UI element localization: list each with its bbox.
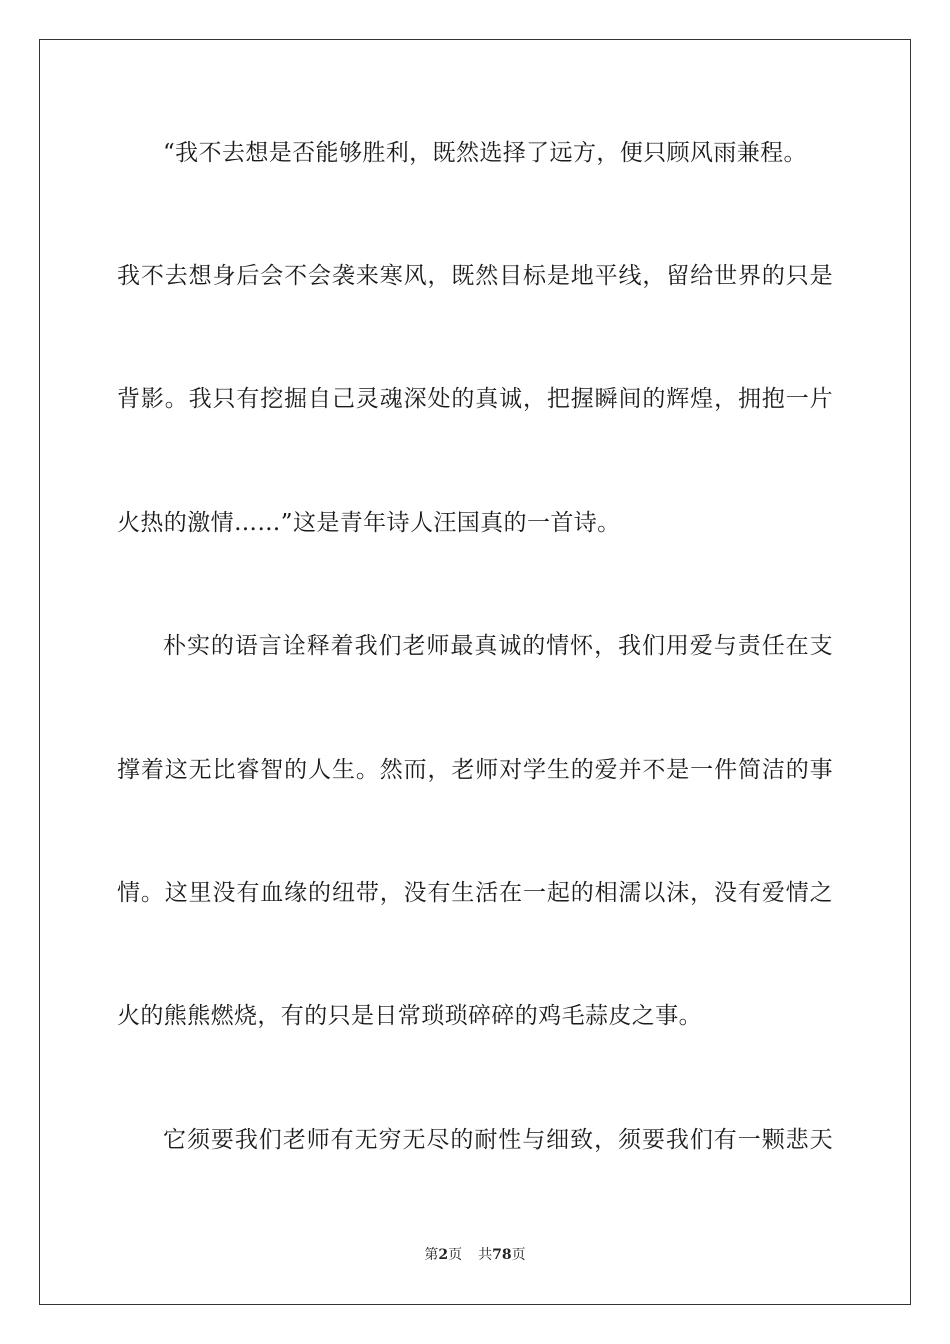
page-border	[39, 39, 911, 1305]
page-current: 2	[438, 1247, 449, 1263]
total-prefix: 共	[478, 1247, 493, 1263]
text-line-7: 情。这里没有血缘的纽带，没有生活在一起的相濡以沫，没有爱情之	[117, 880, 833, 906]
page-suffix: 页	[448, 1247, 463, 1263]
text-line-6: 撑着这无比睿智的人生。然而，老师对学生的爱并不是一件简洁的事	[117, 757, 833, 783]
text-line-8: 火的熊熊燃烧，有的只是日常琐琐碎碎的鸡毛蒜皮之事。	[117, 1003, 702, 1029]
page-total: 78	[492, 1247, 512, 1263]
text-line-2: 我不去想身后会不会袭来寒风，既然目标是地平线，留给世界的只是	[117, 263, 833, 289]
total-suffix: 页	[511, 1247, 526, 1263]
page-prefix: 第	[424, 1247, 439, 1263]
text-line-9: 它须要我们老师有无穷无尽的耐性与细致，须要我们有一颗悲天	[163, 1127, 833, 1153]
text-line-1: “我不去想是否能够胜利，既然选择了远方，便只顾风雨兼程。	[163, 140, 807, 166]
text-line-3: 背影。我只有挖掘自己灵魂深处的真诚，把握瞬间的辉煌，拥抱一片	[117, 386, 833, 412]
text-line-4: 火热的激情……”这是青年诗人汪国真的一首诗。	[117, 510, 621, 536]
page-footer	[0, 1246, 950, 1264]
text-line-5: 朴实的语言诠释着我们老师最真诚的情怀，我们用爱与责任在支	[163, 633, 833, 659]
